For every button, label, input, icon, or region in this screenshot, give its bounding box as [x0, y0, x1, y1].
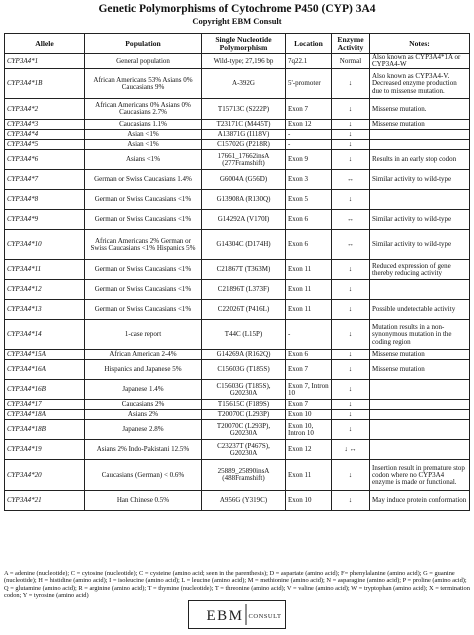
location-cell: - [286, 130, 332, 140]
enzyme-activity-cell: ↓ [332, 69, 370, 99]
allele-cell: CYP3A4*21 [5, 491, 85, 511]
notes-cell [370, 410, 470, 420]
notes-cell: Missense mutation [370, 360, 470, 380]
enzyme-activity-cell: ↓ [332, 400, 370, 410]
enzyme-activity-cell: ↓ [332, 420, 370, 440]
enzyme-activity-cell: ↓ [332, 410, 370, 420]
table-row [5, 190, 470, 210]
notes-cell: Also known as CYP3A4*1A or CYP3A4-W [370, 54, 470, 69]
notes-cell: Mutation results in a non-synonymous mutation in the coding region [370, 320, 470, 350]
notes-cell: Also known as CYP3A4-V. Decreased enzyme production due to missense mutation. [370, 69, 470, 99]
location-cell: Exon 5 [286, 190, 332, 210]
allele-cell: CYP3A4*14 [5, 320, 85, 350]
notes-cell: Reduced expression of gene thereby reducing activity [370, 260, 470, 280]
table-row [5, 491, 470, 511]
population-cell: Caucasians 2% [85, 400, 202, 410]
table-row [5, 320, 470, 350]
allele-cell: CYP3A4*6 [5, 150, 85, 170]
location-cell: Exon 3 [286, 170, 332, 190]
allele-cell: CYP3A4*1B [5, 69, 85, 99]
location-cell: Exon 7 [286, 400, 332, 410]
notes-cell [370, 420, 470, 440]
location-cell: - [286, 140, 332, 150]
allele-cell: CYP3A4*16B [5, 380, 85, 400]
snp-cell: G6004A (G56D) [202, 170, 286, 190]
logo-text-right: CONSULT [248, 613, 282, 620]
enzyme-activity-cell: ↓ [332, 140, 370, 150]
allele-cell: CYP3A4*7 [5, 170, 85, 190]
snp-cell: G14292A (V170I) [202, 210, 286, 230]
notes-cell [370, 400, 470, 410]
population-cell: Asian <1% [85, 140, 202, 150]
snp-cell: G14269A (R162Q) [202, 350, 286, 360]
notes-cell [370, 140, 470, 150]
population-cell: Asians 2% [85, 410, 202, 420]
column-header-enzyme-activity: Enzyme Activity [332, 34, 370, 54]
allele-cell: CYP3A4*20 [5, 460, 85, 491]
abbreviation-footnote: A = adenine (nucleotide); C = cytosine (nucleotide); C = cysteine (amino acid; seen in the parenthesis); D = aspartate (amino acid); F= phenylalanine (amino acid); G = guanine (nucleotide); H = histidine (amino acid); I = isoleucine (amino acid); L = leucine (amino acid); M = methionine (amino acid); N = asparagine (amino acid); P = proline (amino acid); Q = glutamine (amino acid); R = arginine (amino acid); T = thymine (nucleotide); T = threonine (amino acid); V = valine (amino acid); W = tryptophan (amino acid); X = termination codon; Y = tyrosine (amino acid) [4, 570, 470, 599]
table-row [5, 99, 470, 120]
enzyme-activity-cell: ↓ [332, 350, 370, 360]
table-row [5, 140, 470, 150]
location-cell: Exon 6 [286, 230, 332, 260]
notes-cell [370, 190, 470, 210]
enzyme-activity-cell: ↓ [332, 380, 370, 400]
allele-cell: CYP3A4*18A [5, 410, 85, 420]
snp-cell: C21896T (L373F) [202, 280, 286, 300]
snp-cell: C22026T (P416L) [202, 300, 286, 320]
table-row [5, 69, 470, 99]
enzyme-activity-cell: ↓ [332, 99, 370, 120]
logo-text-left: EBM [206, 608, 244, 624]
allele-cell: CYP3A4*3 [5, 120, 85, 130]
copyright-subtitle: Copyright EBM Consult [192, 16, 282, 26]
snp-cell: A-392G [202, 69, 286, 99]
enzyme-activity-cell: ↓ [332, 460, 370, 491]
table-row [5, 120, 470, 130]
column-header-notes: Notes: [370, 34, 470, 54]
table-row [5, 350, 470, 360]
table-row [5, 54, 470, 69]
population-cell: German or Swiss Caucasians <1% [85, 210, 202, 230]
notes-cell: Similar activity to wild-type [370, 170, 470, 190]
snp-cell: C21867T (T363M) [202, 260, 286, 280]
allele-cell: CYP3A4*15A [5, 350, 85, 360]
snp-cell: G14304C (D174H) [202, 230, 286, 260]
population-cell: 1-case report [85, 320, 202, 350]
population-cell: Asian <1% [85, 130, 202, 140]
location-cell: Exon 12 [286, 120, 332, 130]
table-row [5, 210, 470, 230]
allele-cell: CYP3A4*12 [5, 280, 85, 300]
table-row [5, 300, 470, 320]
table-row [5, 440, 470, 460]
location-cell: Exon 11 [286, 260, 332, 280]
snp-cell: G13908A (R130Q) [202, 190, 286, 210]
enzyme-activity-cell: ↔ [332, 210, 370, 230]
location-cell: 5'-promoter [286, 69, 332, 99]
location-cell: Exon 7 [286, 99, 332, 120]
population-cell: African American 2-4% [85, 350, 202, 360]
table-row [5, 130, 470, 140]
allele-cell: CYP3A4*10 [5, 230, 85, 260]
snp-cell: C15603G (T185S), G20230A [202, 380, 286, 400]
enzyme-activity-cell: ↓ [332, 491, 370, 511]
population-cell: Asians 2% Indo-Pakistani 12.5% [85, 440, 202, 460]
notes-cell: Similar activity to wild-type [370, 230, 470, 260]
notes-cell: Missense mutation [370, 120, 470, 130]
table-row [5, 280, 470, 300]
enzyme-activity-cell: ↓ [332, 130, 370, 140]
enzyme-activity-cell: ↔ [332, 230, 370, 260]
notes-cell [370, 380, 470, 400]
allele-cell: CYP3A4*9 [5, 210, 85, 230]
snp-cell: A956G (Y319C) [202, 491, 286, 511]
notes-cell: Missense mutation. [370, 99, 470, 120]
location-cell: Exon 7, Intron 10 [286, 380, 332, 400]
table-row [5, 260, 470, 280]
location-cell: Exon 12 [286, 440, 332, 460]
location-cell: 7q22.1 [286, 54, 332, 69]
enzyme-activity-cell: ↓ [332, 360, 370, 380]
population-cell: Caucasians (German) < 0.6% [85, 460, 202, 491]
notes-cell [370, 280, 470, 300]
table-header-row [5, 34, 470, 54]
polymorphism-table [4, 33, 470, 511]
notes-cell: Similar activity to wild-type [370, 210, 470, 230]
location-cell: Exon 10 [286, 410, 332, 420]
column-header-population: Population [85, 34, 202, 54]
location-cell: Exon 11 [286, 460, 332, 491]
location-cell: Exon 6 [286, 210, 332, 230]
allele-cell: CYP3A4*17 [5, 400, 85, 410]
allele-cell: CYP3A4*8 [5, 190, 85, 210]
location-cell: Exon 6 [286, 350, 332, 360]
snp-cell: 17661_17662insA (277Framshift) [202, 150, 286, 170]
location-cell: Exon 11 [286, 300, 332, 320]
population-cell: German or Swiss Caucasians <1% [85, 280, 202, 300]
table-row [5, 380, 470, 400]
allele-cell: CYP3A4*11 [5, 260, 85, 280]
population-cell: Japanese 1.4% [85, 380, 202, 400]
population-cell: Han Chinese 0.5% [85, 491, 202, 511]
snp-cell: C23237T (P467S), G20230A [202, 440, 286, 460]
table-row [5, 410, 470, 420]
notes-cell: Results in an early stop codon [370, 150, 470, 170]
column-header-location: Location [286, 34, 332, 54]
notes-cell [370, 440, 470, 460]
allele-cell: CYP3A4*2 [5, 99, 85, 120]
location-cell: Exon 10, Intron 10 [286, 420, 332, 440]
population-cell: Asians <1% [85, 150, 202, 170]
location-cell: - [286, 320, 332, 350]
snp-cell: T44C (L15P) [202, 320, 286, 350]
table-row [5, 400, 470, 410]
allele-cell: CYP3A4*16A [5, 360, 85, 380]
population-cell: German or Swiss Caucasians 1.4% [85, 170, 202, 190]
population-cell: German or Swiss Caucasians <1% [85, 300, 202, 320]
enzyme-activity-cell: ↓ [332, 320, 370, 350]
ebm-consult-logo [188, 600, 286, 629]
enzyme-activity-cell: ↓ [332, 120, 370, 130]
snp-cell: T20070C (L293P), G20230A [202, 420, 286, 440]
population-cell: General population [85, 54, 202, 69]
notes-cell [370, 130, 470, 140]
snp-cell: T15615C (F189S) [202, 400, 286, 410]
population-cell: Hispanics and Japanese 5% [85, 360, 202, 380]
snp-cell: T23171C (M445T) [202, 120, 286, 130]
notes-cell: Insertion result in premature stop codon where no CYP3A4 enzyme is made or functional. [370, 460, 470, 491]
location-cell: Exon 7 [286, 360, 332, 380]
population-cell: Japanese 2.8% [85, 420, 202, 440]
snp-cell: A13871G (I118V) [202, 130, 286, 140]
enzyme-activity-cell: ↔ [332, 170, 370, 190]
table-row [5, 150, 470, 170]
notes-cell: Missense mutation [370, 350, 470, 360]
population-cell: African Americans 0% Asians 0% Caucasians 2.7% [85, 99, 202, 120]
table-row [5, 170, 470, 190]
document-title: Genetic Polymorphisms of Cytochrome P450 (CYP) 3A4 [98, 3, 376, 15]
allele-cell: CYP3A4*13 [5, 300, 85, 320]
enzyme-activity-cell: ↓ [332, 300, 370, 320]
population-cell: African Americans 53% Asians 0% Caucasians 9% [85, 69, 202, 99]
table-row [5, 420, 470, 440]
column-header-allele: Allele [5, 34, 85, 54]
population-cell: Caucasians 1.1% [85, 120, 202, 130]
allele-cell: CYP3A4*18B [5, 420, 85, 440]
notes-cell: Possible undetectable activity [370, 300, 470, 320]
location-cell: Exon 10 [286, 491, 332, 511]
snp-cell: 25889_25890insA (488Framshift) [202, 460, 286, 491]
population-cell: African Americans 2% German or Swiss Caucasians <1% Hispanics 5% [85, 230, 202, 260]
population-cell: German or Swiss Caucasians <1% [85, 190, 202, 210]
table-row [5, 360, 470, 380]
enzyme-activity-cell: ↓ ↔ [332, 440, 370, 460]
snp-cell: C15702G (P218R) [202, 140, 286, 150]
table-row [5, 230, 470, 260]
enzyme-activity-cell: ↓ [332, 260, 370, 280]
enzyme-activity-cell: ↓ [332, 150, 370, 170]
notes-cell: May induce protein conformation [370, 491, 470, 511]
column-header-snp: Single Nucleotide Polymorphism [202, 34, 286, 54]
snp-cell: C15603G (T185S) [202, 360, 286, 380]
allele-cell: CYP3A4*19 [5, 440, 85, 460]
enzyme-activity-cell: ↓ [332, 190, 370, 210]
snp-cell: T20070C (L293P) [202, 410, 286, 420]
snp-cell: T15713C (S222P) [202, 99, 286, 120]
table-row [5, 460, 470, 491]
enzyme-activity-cell: ↓ [332, 280, 370, 300]
population-cell: German or Swiss Caucasians <1% [85, 260, 202, 280]
allele-cell: CYP3A4*5 [5, 140, 85, 150]
snp-cell: Wild-type; 27,196 bp [202, 54, 286, 69]
allele-cell: CYP3A4*4 [5, 130, 85, 140]
location-cell: Exon 9 [286, 150, 332, 170]
location-cell: Exon 11 [286, 280, 332, 300]
enzyme-activity-cell: Normal [332, 54, 370, 69]
allele-cell: CYP3A4*1 [5, 54, 85, 69]
